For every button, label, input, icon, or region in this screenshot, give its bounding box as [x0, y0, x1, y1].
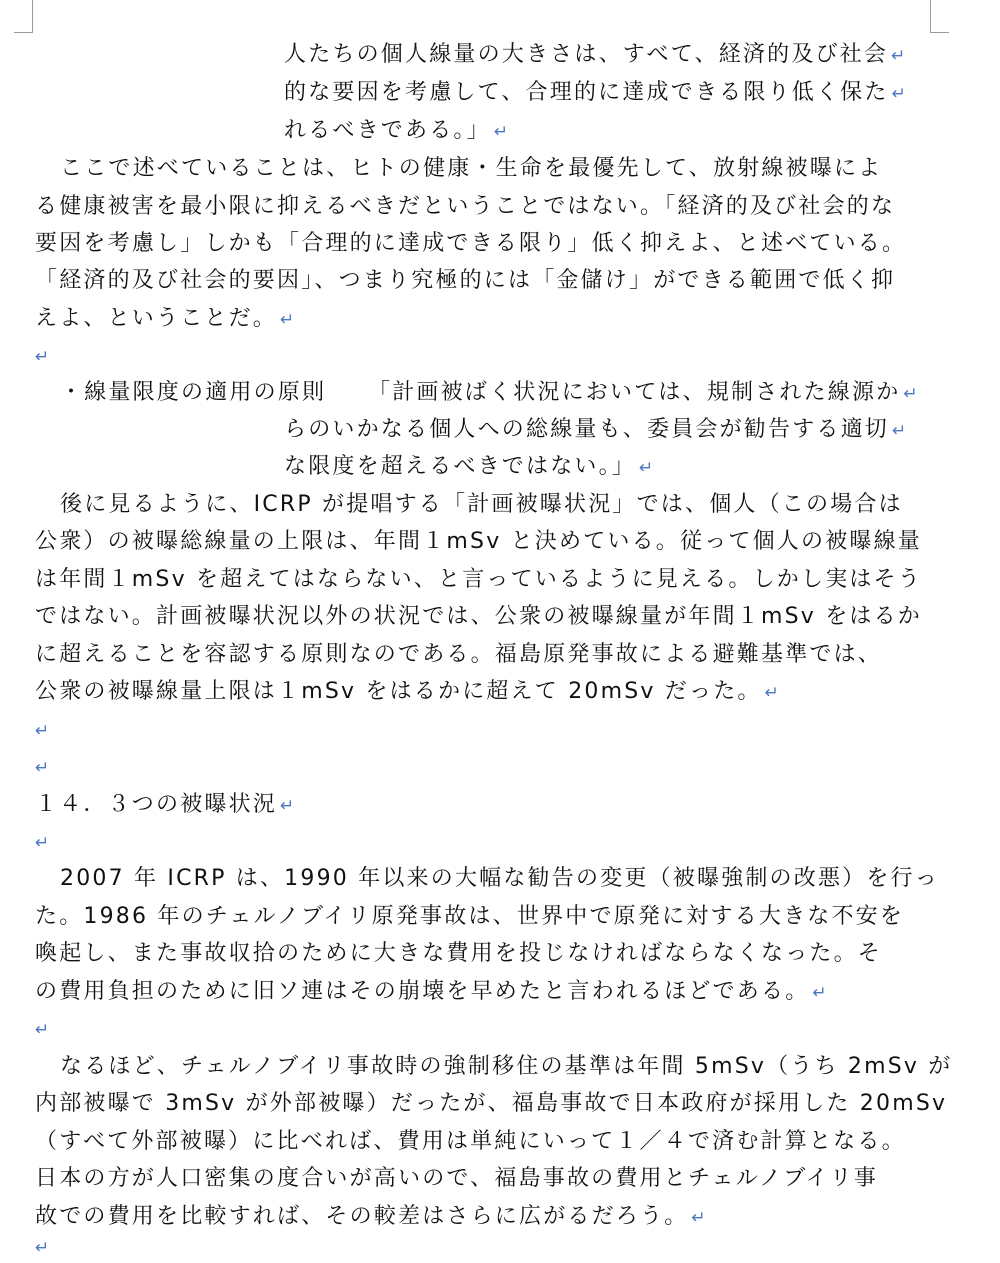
page-corner-mark [14, 0, 33, 33]
empty-paragraph [35, 752, 49, 783]
paragraph-mark-icon: ↵ [892, 421, 907, 441]
paragraph-mark-icon: ↵ [35, 833, 50, 853]
body-line: 故での費用を比較すれば、その較差はさらに広がるだろう。 ↵ [35, 1204, 706, 1229]
paragraph-mark-icon: ↵ [891, 46, 906, 66]
paragraph-mark-icon: ↵ [691, 1208, 706, 1228]
quote-line: れるべきである。」 ↵ [284, 118, 509, 143]
body-line: ではない。計画被曝状況以外の状況では、公衆の被曝線量が年間１mSv をはるか [35, 604, 923, 629]
paragraph-mark-icon: ↵ [280, 796, 295, 816]
paragraph-mark-icon: ↵ [35, 721, 50, 741]
quote-line: らのいかなる個人への総線量も、委員会が勧告する適切 ↵ [284, 417, 907, 442]
body-line: た。1986 年のチェルノブイリ原発事故は、世界中で原発に対する大きな不安を [35, 904, 905, 929]
paragraph-mark-icon: ↵ [639, 458, 654, 478]
page-corner-mark [930, 0, 949, 33]
body-line: 要因を考慮し」しかも「合理的に達成できる限り」低く抑えよ、と述べている。 [35, 231, 907, 256]
empty-paragraph [35, 1014, 49, 1045]
empty-paragraph [35, 715, 49, 746]
paragraph-mark-icon: ↵ [903, 384, 918, 404]
body-line: 公衆）の被曝総線量の上限は、年間１mSv と決めている。従って個人の被曝線量 [35, 529, 923, 554]
paragraph-mark-icon: ↵ [812, 983, 827, 1003]
paragraph-mark-icon: ↵ [35, 758, 50, 778]
paragraph-mark-icon: ↵ [35, 1238, 50, 1258]
body-line: る健康被害を最小限に抑えるべきだということではない。「経済的及び社会的な [35, 194, 896, 219]
paragraph-mark-icon: ↵ [891, 84, 906, 104]
empty-paragraph [35, 341, 49, 372]
section-heading: １４．３つの被曝状況 ↵ [35, 792, 295, 817]
body-line: 「経済的及び社会的要因」、つまり究極的には「金儲け」ができる範囲で低く抑 [35, 268, 896, 293]
body-line: 2007 年 ICRP は、1990 年以来の大幅な勧告の変更（被曝強制の改悪）を行っ [60, 866, 939, 891]
body-line: （すべて外部被曝）に比べれば、費用は単純にいって１／４で済む計算となる。 [35, 1129, 906, 1154]
quote-line: 「計画被ばく状況においては、規制された線源か ↵ [368, 380, 918, 405]
empty-paragraph [35, 827, 49, 858]
body-line: えよ、ということだ。 ↵ [35, 306, 295, 331]
paragraph-mark-icon: ↵ [493, 122, 509, 142]
quote-line: 的な要因を考慮して、合理的に達成できる限り低く保た ↵ [284, 80, 906, 105]
paragraph-mark-icon: ↵ [280, 310, 295, 330]
body-line: 後に見るように、ICRP が提唱する「計画被曝状況」では、個人（この場合は [60, 492, 903, 517]
quote-line: な限度を超えるべきではない。」 ↵ [284, 454, 654, 479]
body-line: 内部被曝で 3mSv が外部被曝）だったが、福島事故で日本政府が採用した 20mSv [35, 1091, 948, 1116]
paragraph-mark-icon: ↵ [35, 347, 50, 367]
paragraph-mark-icon: ↵ [35, 1020, 50, 1040]
quote-line: 人たちの個人線量の大きさは、すべて、経済的及び社会 ↵ [284, 42, 906, 67]
principle-heading: ・線量限度の適用の原則 [60, 380, 327, 405]
body-line: 喚起し、また事故収拾のために大きな費用を投じなければならなくなった。そ [35, 941, 883, 966]
body-line: の費用負担のために旧ソ連はその崩壊を早めたと言われるほどである。 ↵ [35, 979, 827, 1004]
body-line: に超えることを容認する原則なのである。福島原発事故による避難基準では、 [35, 642, 883, 667]
body-line: ここで述べていることは、ヒトの健康・生命を最優先して、放射線被曝によ [60, 156, 883, 181]
body-line: 日本の方が人口密集の度合いが高いので、福島事故の費用とチェルノブイリ事 [35, 1166, 879, 1191]
body-line: は年間１mSv を超えてはならない、と言っているように見える。しかし実はそう [35, 567, 923, 592]
body-line: なるほど、チェルノブイリ事故時の強制移住の基準は年間 5mSv（うち 2mSv が [60, 1054, 953, 1079]
paragraph-mark-icon: ↵ [764, 683, 779, 703]
body-line: 公衆の被曝線量上限は１mSv をはるかに超えて 20mSv だった。 ↵ [35, 679, 779, 704]
empty-paragraph [35, 1232, 49, 1263]
